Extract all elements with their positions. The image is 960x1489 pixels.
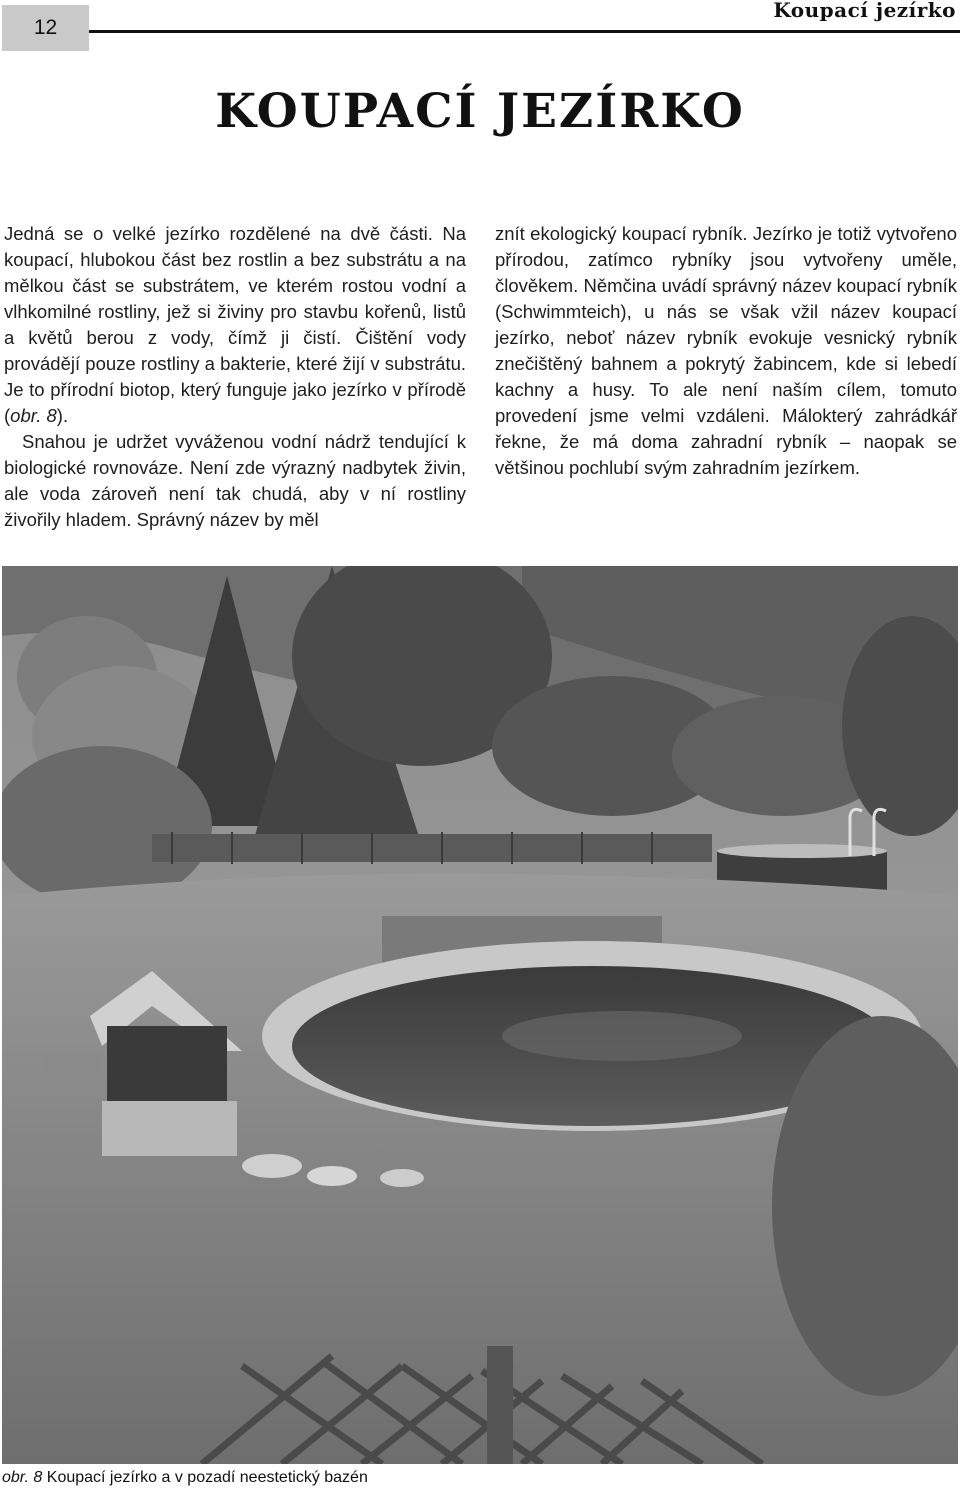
- figure-caption: [2, 1469, 368, 1487]
- header-rule: [89, 30, 960, 33]
- paragraph-3: znít ekologický koupací rybník. Jezírko je totiž vytvořeno přírodou, zatímco rybníky jsou vytvořeny uměle, člověkem. Němčina uvádí správný název koupací rybník (Schwimmteich), u nás se však vžil název koupací jezírko, neboť název rybník evokuje vesnický rybník znečištěný bahnem a pokrytý žabincem, kde si lebedí kachny a husy. To ale není naším cílem, tomuto provedení jsme velmi vzdáleni. Málokterý zahrádkář řekne, že má doma zahradní rybník – naopak se většinou pochlubí svým zahradním jezírkem.: [495, 223, 957, 478]
- paragraph-2: Snahou je udržet vyváženou vodní nádrž tendující k biologické rovnováze. Není zde výrazný nadbytek živin, ale voda zároveň není tak chudá, aby v ní rostliny živořily hladem. Správný název by měl: [4, 431, 466, 530]
- paragraph-1-text: Jedná se o velké jezírko rozdělené na dvě části. Na koupací, hlubokou část bez rostlin a bez substrátu a na mělkou část se substrátem, ve kterém rostou vodní a vlhkomilné rostliny, jež si živiny pro stavbu kořenů, listů a květů berou z vody, čímž ji čistí. Čištění vody provádějí pouze rostliny a bakterie, které žijí v substrátu. Je to přírodní biotop, který funguje jako jezírko v přírodě (: [4, 223, 466, 426]
- text-column-left: [4, 221, 466, 533]
- running-title: Koupací jezírko: [773, 0, 956, 22]
- chapter-title: KOUPACÍ JEZÍRKO: [215, 84, 745, 139]
- figure-reference: obr. 8: [10, 405, 57, 426]
- page-number-text: 12: [33, 16, 58, 39]
- caption-text: Koupací jezírko a v pozadí neestetický bazén: [42, 1469, 368, 1486]
- paragraph-1: [4, 221, 466, 429]
- text-column-right: [495, 221, 957, 481]
- page-number: [2, 5, 89, 51]
- pond-photo-illustration: [2, 566, 958, 1464]
- figure-photo-pond: [2, 566, 958, 1464]
- caption-figure-number: obr. 8: [2, 1469, 43, 1486]
- paragraph-1-end: ).: [56, 405, 69, 426]
